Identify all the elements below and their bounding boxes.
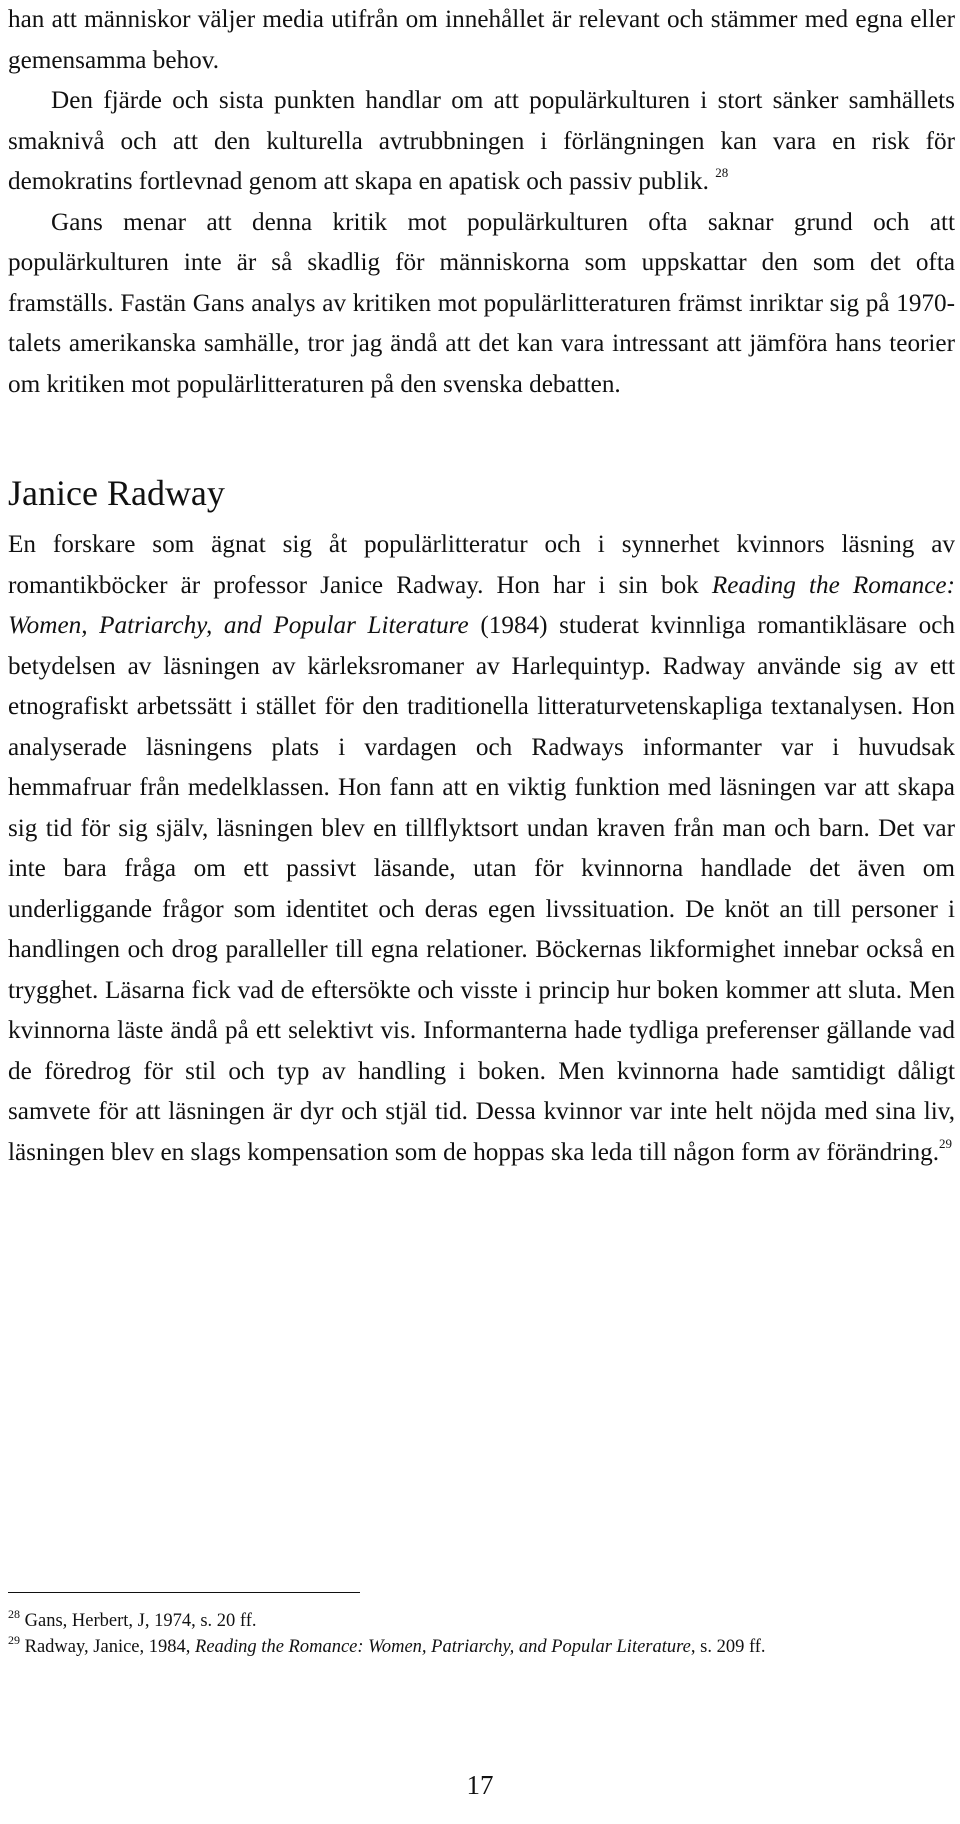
paragraph-3 [8, 203, 955, 406]
footnotes [8, 1608, 955, 1660]
book-title: Reading the Romance: Women, Patriarchy, and Popular Literature [8, 571, 955, 639]
paragraph-4 [8, 525, 955, 1173]
footnote-book-title: Reading the Romance: Women, Patriarchy, and Popular Literature [195, 1637, 691, 1657]
footnote-ref-29: 29 [939, 1135, 953, 1151]
page-number: 17 [466, 1770, 494, 1800]
footnote-number: 29 [8, 1633, 20, 1647]
page-body [8, 0, 955, 1173]
paragraph-3-text: Gans menar att denna kritik mot populärkulturen ofta saknar grund och att populärkulturen inte är så skadlig för människorna som uppskattar den som det ofta framställs. Fastän Gans analys av kritiken mot populärlitteraturen främst inriktar sig på 1970-talets amerikanska samhälle, tror jag ändå att det kan vara intressant att jämföra hans teorier om kritiken mot populärlitteraturen på den svenska debatten. [8, 208, 955, 398]
paragraph-1-text: han att människor väljer media utifrån om innehållet är relevant och stämmer med egna eller gemensamma behov. [8, 6, 955, 74]
footnote-29 [8, 1634, 955, 1660]
footnote-28 [8, 1608, 955, 1634]
paragraph-4-text-a: En forskare som ägnat sig åt populärlitteratur och i synnerhet kvinnors läsning av romantikböcker är professor Janice Radway. Hon har i sin bok [8, 531, 955, 599]
paragraph-4-text-b: (1984) studerat kvinnliga romantikläsare och betydelsen av läsningen av kärleksromaner av Harlequintyp. Radway använde sig av ett etnografiskt arbetssätt i stället för den traditionella litteraturvetenskapliga textanalysen. Hon analyserade läsningens plats i vardagen och Radways informanter var i huvudsak hemmafruar från medelklassen. Hon fann att en viktig funktion med läsningen var att skapa sig tid för sig själv, läsningen blev en tillflyktsort undan kraven från man och barn. Det var inte bara fråga om ett passivt läsande, utan för kvinnorna handlade det även om underliggande frågor som identitet och deras egen livssituation. De knöt an till personer i handlingen och drog paralleller till egna relationer. Böckernas likformighet innebar också en trygghet. Läsarna fick vad de eftersökte och visste i princip hur boken kommer att sluta. Men kvinnorna läste ändå på ett selektivt vis. Informanterna hade tydliga preferenser gällande vad de föredrog för stil och typ av handling i boken. Men kvinnorna hade samtidigt dåligt samvete för att läsningen är dyr och stjäl tid. Dessa kvinnor var inte helt nöjda med sina liv, läsningen blev en slags kompensation som de hoppas ska leda till någon form av förändring. [8, 612, 955, 1166]
paragraph-2 [8, 81, 955, 203]
footnote-text: Gans, Herbert, J, 1974, s. 20 ff. [24, 1611, 257, 1631]
footnote-rule [8, 1592, 360, 1593]
section-heading: Janice Radway [8, 473, 225, 513]
paragraph-2-text: Den fjärde och sista punkten handlar om att populärkulturen i stort sänker samhällets smaknivå och att den kulturella avtrubbningen i förlängningen kan vara en risk för demokratins fortlevnad genom att skapa en apatisk och passiv publik. [8, 87, 955, 195]
footnote-text-b: , s. 209 ff. [690, 1637, 766, 1657]
footnote-number: 28 [8, 1607, 20, 1621]
footnote-ref-28: 28 [715, 165, 729, 180]
footnote-text-a: Radway, Janice, 1984, [24, 1637, 191, 1657]
paragraph-1 [8, 0, 955, 81]
